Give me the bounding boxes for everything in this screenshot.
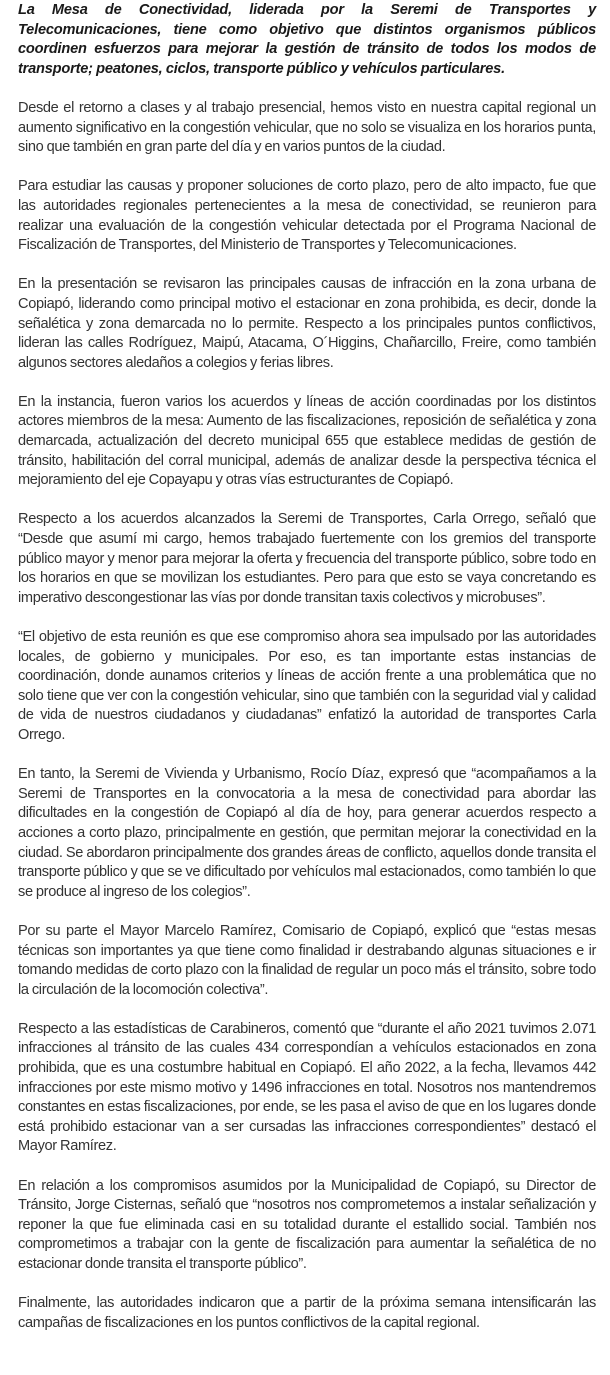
article-paragraph: En relación a los compromisos asumidos por la Municipalidad de Copiapó, su Director de Tránsito, Jorge Cisternas, señaló que “nosotros nos comprometemos a instalar señalización y reponer la que fue eliminada casi en su totalidad durante el estallido social. También nos comprometimos a trabajar con la gente de fiscalización para aumentar la señalética de no estacionar donde transita el transporte público”. xyxy=(18,1177,596,1272)
article-paragraph: Por su parte el Mayor Marcelo Ramírez, Comisario de Copiapó, explicó que “estas mesas técnicas son importantes ya que tiene como finalidad ir destrabando algunas situaciones e ir tomando medidas de corto plazo con la finalidad de regular un poco más el tránsito, sobre todo la circulación de la locomoción colectiva”. xyxy=(18,922,596,998)
article-paragraph: En tanto, la Seremi de Vivienda y Urbanismo, Rocío Díaz, expresó que “acompañamos a la Seremi de Transportes en la convocatoria a la mesa de conectividad para abordar las dificultades en la congestión de Copiapó al día de hoy, para generar acuerdos respecto a acciones a corto plazo, principalmente en gestión, que permitan mejorar la conectividad en la ciudad. Se abordaron principalmente dos grandes áreas de conflicto, aquellos donde transita el transporte público y que se ve dificultado por vehículos mal estacionados, como también lo que se produce al ingreso de los colegios”. xyxy=(18,766,596,900)
article-paragraph: Para estudiar las causas y proponer soluciones de corto plazo, pero de alto impacto, fue que las autoridades regionales pertenecientes a la mesa de conectividad, se reunieron para realizar una evaluación de la congestión vehicular detectada por el Programa Nacional de Fiscalización de Transportes, del Ministerio de Transportes y Telecomunicaciones. xyxy=(18,178,596,254)
article-paragraph: Respecto a los acuerdos alcanzados la Seremi de Transportes, Carla Orrego, señaló que “Desde que asumí mi cargo, hemos trabajado fuertemente con los gremios del transporte público mayor y menor para mejorar la oferta y frecuencia del transporte público, sobre todo en los horarios en que se movilizan los estudiantes. Pero para que esto se vaya concretando es imperativo descongestionar las vías por donde transitan taxis colectivos y microbuses”. xyxy=(18,511,596,606)
article-paragraph: Desde el retorno a clases y al trabajo presencial, hemos visto en nuestra capital regional un aumento significativo en la congestión vehicular, que no solo se visualiza en los horarios punta, sino que también en gran parte del día y en varios puntos de la ciudad. xyxy=(18,99,596,156)
article-paragraph: Finalmente, las autoridades indicaron que a partir de la próxima semana intensificarán las campañas de fiscalizaciones en los puntos conflictivos de la capital regional. xyxy=(18,1295,596,1331)
article-paragraph: En la presentación se revisaron las principales causas de infracción en la zona urbana de Copiapó, liderando como principal motivo el estacionar en zona prohibida, es decir, donde la señalética y zona demarcada no lo permite. Respecto a los principales puntos conflictivos, lideran las calles Rodríguez, Maipú, Atacama, O´Higgins, Chañarcillo, Freire, como también algunos sectores aledaños a colegios y ferias libres. xyxy=(18,276,596,371)
article-paragraph: “El objetivo de esta reunión es que ese compromiso ahora sea impulsado por las autoridades locales, de gobierno y municipales. Por eso, es tan importante estas instancias de coordinación, donde aunamos criterios y líneas de acción frente a una problemática que no solo tiene que ver con la congestión vehicular, sino que también con la seguridad vial y calidad de vida de nuestros ciudadanos y ciudadanas” enfatizó la autoridad de transportes Carla Orrego. xyxy=(18,629,596,743)
article-lead: La Mesa de Conectividad, liderada por la Seremi de Transportes y Telecomunicaciones, tiene como objetivo que distintos organismos públicos coordinen esfuerzos para mejorar la gestión de tránsito de todos los modos de transporte; peatones, ciclos, transporte público y vehículos particulares. xyxy=(18,2,596,77)
article-paragraph: En la instancia, fueron varios los acuerdos y líneas de acción coordinadas por los distintos actores miembros de la mesa: Aumento de las fiscalizaciones, reposición de señalética y zona demarcada, actualización del decreto municipal 655 que establece medidas de gestión de tránsito, habilitación del corral municipal, además de analizar desde la perspectiva técnica el mejoramiento del eje Copayapu y otras vías estructurantes de Copiapó. xyxy=(18,393,596,489)
article-paragraph: Respecto a las estadísticas de Carabineros, comentó que “durante el año 2021 tuvimos 2.071 infracciones al tránsito de las cuales 434 correspondían a vehículos estacionados en zona prohibida, que es una costumbre habitual en Copiapó. El año 2022, a la fecha, llevamos 442 infracciones por este mismo motivo y 1496 infracciones en total. Nosotros nos mantendremos constantes en estas fiscalizaciones, por ende, se les pasa el aviso de que en los lugares donde está prohibido estacionar van a ser cursadas las infracciones correspondientes” destacó el Mayor Ramírez. xyxy=(18,1020,596,1155)
